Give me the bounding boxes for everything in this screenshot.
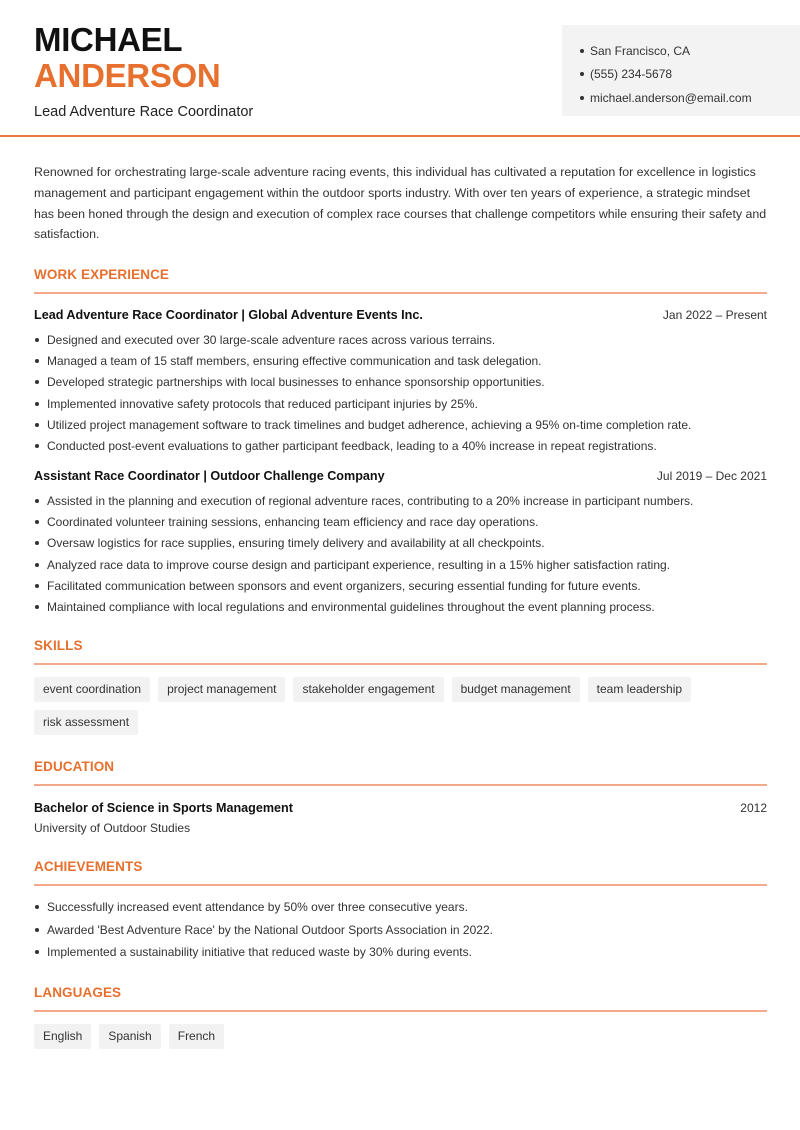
job-dates: Jul 2019 – Dec 2021 bbox=[656, 468, 767, 483]
section-education bbox=[34, 759, 767, 835]
resume-header bbox=[0, 0, 800, 137]
skill-tags bbox=[34, 677, 767, 735]
bullet-text: Assisted in the planning and execution of regional adventure races, contributing to a 20% increase in participant numbers. bbox=[47, 493, 694, 508]
list-item bbox=[34, 918, 767, 941]
skill-tag: budget management bbox=[452, 677, 580, 702]
list-item bbox=[34, 436, 767, 457]
skill-tag: stakeholder engagement bbox=[293, 677, 443, 702]
list-item bbox=[34, 372, 767, 393]
resume-body bbox=[34, 137, 767, 1049]
bullet-icon bbox=[35, 928, 39, 932]
bullet-text: Coordinated volunteer training sessions, enhancing team efficiency and race day operations. bbox=[47, 514, 539, 529]
bullet-text: Designed and executed over 30 large-scale adventure races across various terrains. bbox=[47, 332, 496, 347]
bullet-icon bbox=[35, 950, 39, 954]
bullet-icon bbox=[580, 49, 584, 53]
contact-phone bbox=[580, 63, 800, 87]
phone-text: (555) 234-5678 bbox=[590, 67, 673, 82]
bullet-icon bbox=[35, 905, 39, 909]
section-divider bbox=[34, 663, 767, 665]
degree: Bachelor of Science in Sports Management bbox=[34, 800, 293, 815]
bullet-text: Implemented innovative safety protocols that reduced participant injuries by 25%. bbox=[47, 396, 478, 411]
name-block bbox=[34, 22, 253, 120]
job-entry bbox=[34, 308, 767, 457]
bullet-text: Oversaw logistics for race supplies, ensuring timely delivery and availability at all checkpoints. bbox=[47, 536, 545, 551]
skill-tag: team leadership bbox=[588, 677, 691, 702]
bullet-icon bbox=[35, 563, 39, 567]
bullet-icon bbox=[35, 402, 39, 406]
job-role: Assistant Race Coordinator | Outdoor Challenge Company bbox=[34, 468, 385, 483]
bullet-icon bbox=[35, 423, 39, 427]
bullet-icon bbox=[35, 359, 39, 363]
location-text: San Francisco, CA bbox=[590, 43, 691, 58]
section-divider bbox=[34, 1010, 767, 1012]
job-header bbox=[34, 308, 767, 322]
list-item bbox=[34, 533, 767, 554]
list-item bbox=[34, 329, 767, 350]
job-dates: Jan 2022 – Present bbox=[662, 308, 767, 323]
list-item bbox=[34, 414, 767, 435]
contact-email bbox=[580, 86, 800, 110]
section-divider bbox=[34, 292, 767, 294]
graduation-year: 2012 bbox=[740, 800, 767, 815]
language-tag: French bbox=[169, 1024, 224, 1049]
skill-tag: risk assessment bbox=[34, 710, 138, 735]
list-item bbox=[34, 393, 767, 414]
bullet-text: Developed strategic partnerships with local businesses to enhance sponsorship opportunities. bbox=[47, 375, 545, 390]
section-divider bbox=[34, 884, 767, 886]
education-header bbox=[34, 801, 767, 815]
list-item bbox=[34, 554, 767, 575]
skill-tag: project management bbox=[158, 677, 285, 702]
bullet-icon bbox=[580, 72, 584, 76]
list-item bbox=[34, 511, 767, 532]
bullet-text: Implemented a sustainability initiative that reduced waste by 30% during events. bbox=[47, 945, 472, 959]
section-languages bbox=[34, 985, 767, 1049]
section-work-experience bbox=[34, 267, 767, 618]
bullet-text: Awarded 'Best Adventure Race' by the National Outdoor Sports Association in 2022. bbox=[47, 922, 493, 937]
section-divider bbox=[34, 784, 767, 786]
bullet-text: Analyzed race data to improve course design and participant experience, resulting in a 15% higher satisfaction rating. bbox=[47, 557, 671, 572]
list-item bbox=[34, 490, 767, 511]
bullet-icon bbox=[35, 380, 39, 384]
first-name: MICHAEL bbox=[34, 21, 183, 58]
bullet-icon bbox=[35, 584, 39, 588]
section-title: WORK EXPERIENCE bbox=[34, 267, 170, 283]
contact-box bbox=[562, 25, 800, 116]
list-item bbox=[34, 596, 767, 617]
achievement-bullets bbox=[34, 896, 767, 964]
list-item bbox=[34, 896, 767, 919]
list-item bbox=[34, 350, 767, 371]
section-title: LANGUAGES bbox=[34, 985, 122, 1001]
bullet-icon bbox=[35, 338, 39, 342]
language-tags bbox=[34, 1024, 767, 1049]
last-name: ANDERSON bbox=[34, 57, 221, 94]
bullet-icon bbox=[35, 520, 39, 524]
language-tag: English bbox=[34, 1024, 91, 1049]
summary: Renowned for orchestrating large-scale adventure racing events, this individual has cultivated a reputation for excellence in logistics management and participant engagement within the outdoor sports industry. With over ten years of experience, a strategic mindset has been honed through the design and execution of complex race courses that challenge competitors while ensuring their safety and satisfaction. bbox=[34, 165, 767, 242]
bullet-icon bbox=[35, 541, 39, 545]
job-bullets bbox=[34, 490, 767, 618]
bullet-icon bbox=[35, 444, 39, 448]
section-skills bbox=[34, 638, 767, 735]
job-bullets bbox=[34, 329, 767, 457]
bullet-text: Managed a team of 15 staff members, ensuring effective communication and task delegation. bbox=[47, 354, 542, 369]
bullet-icon bbox=[580, 96, 584, 100]
list-item bbox=[34, 941, 767, 964]
list-item bbox=[34, 575, 767, 596]
bullet-text: Successfully increased event attendance by 50% over three consecutive years. bbox=[47, 900, 468, 914]
skill-tag: event coordination bbox=[34, 677, 150, 702]
section-achievements bbox=[34, 859, 767, 964]
job-header bbox=[34, 469, 767, 483]
bullet-text: Maintained compliance with local regulations and environmental guidelines throughout the event planning process. bbox=[47, 600, 655, 615]
school: University of Outdoor Studies bbox=[34, 820, 191, 835]
email-text: michael.anderson@email.com bbox=[590, 90, 752, 105]
bullet-text: Conducted post-event evaluations to gather participant feedback, leading to a 40% increase in repeat registrations. bbox=[47, 439, 657, 454]
contact-location bbox=[580, 39, 800, 63]
bullet-icon bbox=[35, 499, 39, 503]
bullet-text: Facilitated communication between sponsors and event organizers, securing essential funding for future events. bbox=[47, 578, 641, 593]
section-title: SKILLS bbox=[34, 637, 83, 653]
job-entry bbox=[34, 469, 767, 618]
bullet-icon bbox=[35, 605, 39, 609]
job-role: Lead Adventure Race Coordinator | Global Adventure Events Inc. bbox=[34, 308, 423, 323]
section-title: ACHIEVEMENTS bbox=[34, 858, 143, 874]
job-title: Lead Adventure Race Coordinator bbox=[34, 104, 254, 120]
language-tag: Spanish bbox=[99, 1024, 160, 1049]
bullet-text: Utilized project management software to track timelines and budget adherence, achieving a 95% on-time completion rate. bbox=[47, 418, 692, 433]
section-title: EDUCATION bbox=[34, 758, 115, 774]
